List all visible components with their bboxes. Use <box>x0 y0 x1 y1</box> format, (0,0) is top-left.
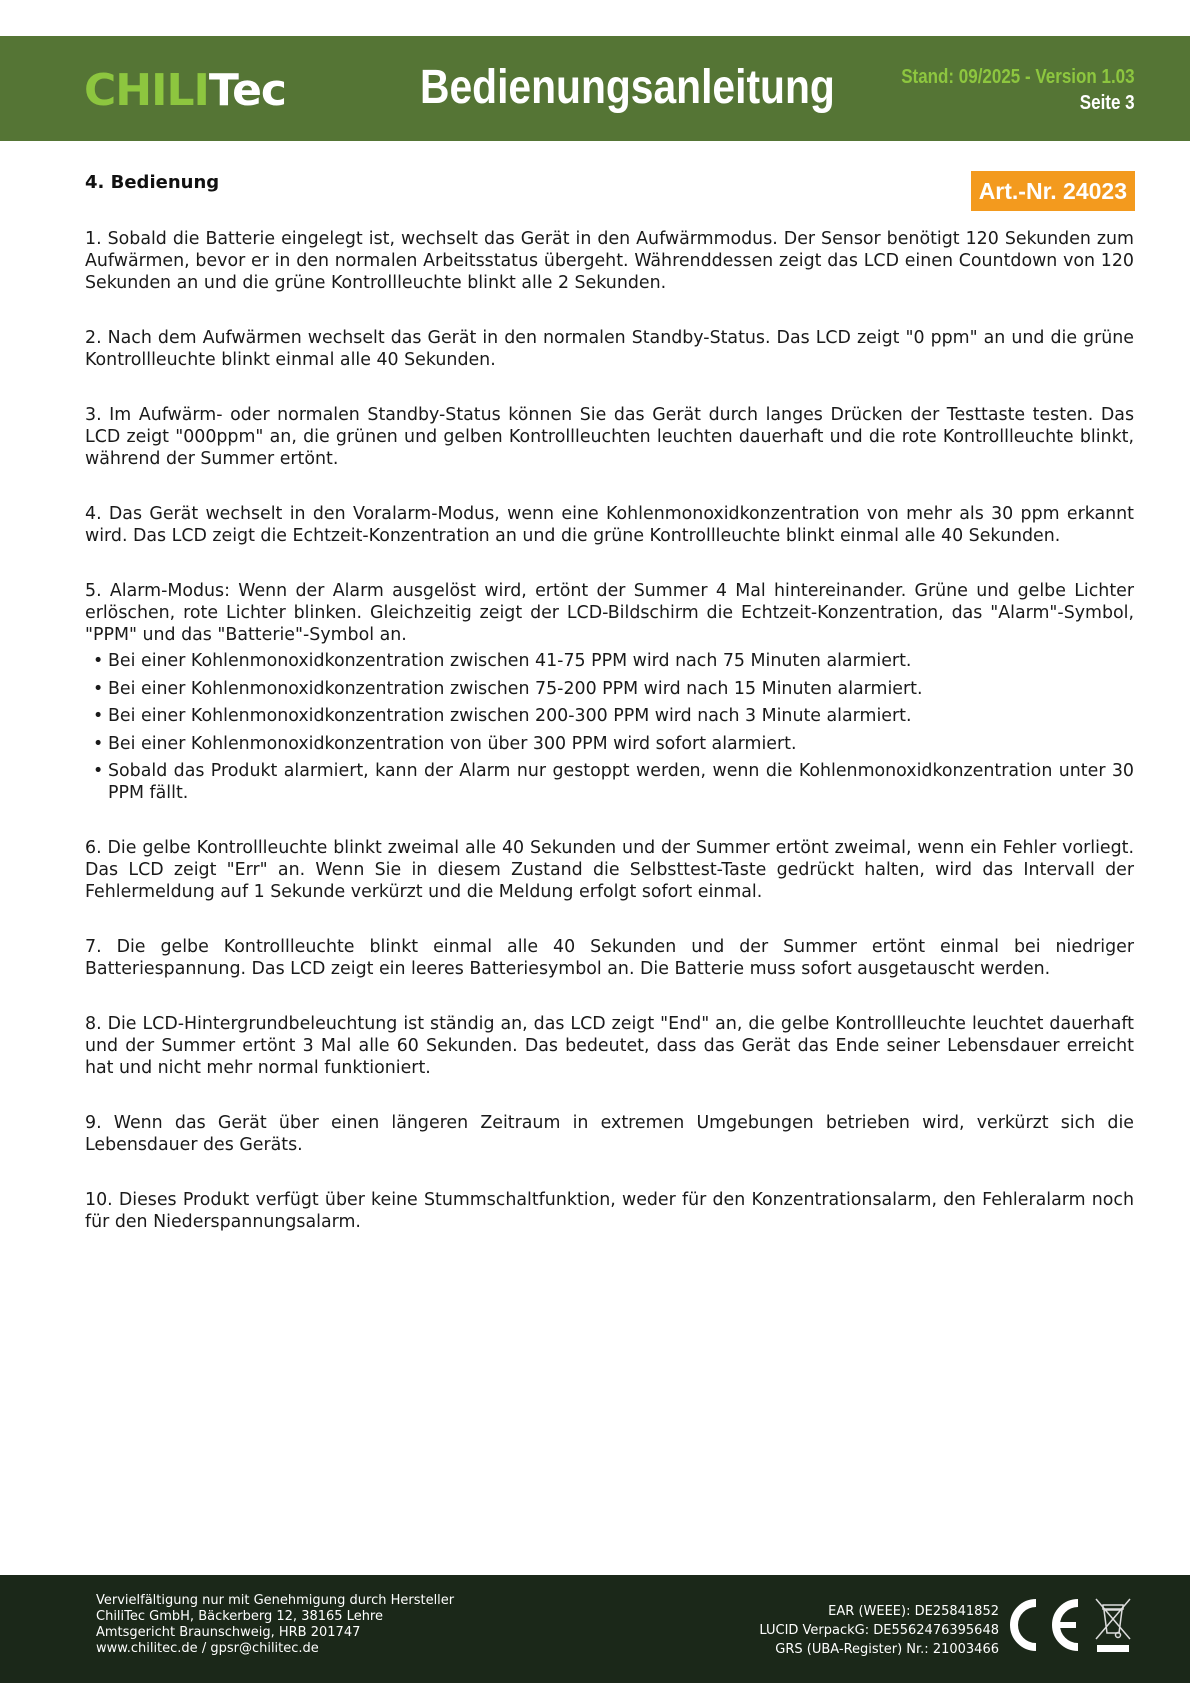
logo-part-chili: CHILI <box>84 65 209 116</box>
footer-registration-numbers <box>759 1602 999 1659</box>
instruction-paragraph-7: 7. Die gelbe Kontrollleuchte blinkt einmal alle 40 Sekunden und der Summer ertönt einmal bei niedriger Batteriespannung. Das LCD zeigt ein leeres Batteriesymbol an. Die Batterie muss sofort ausgetauscht werden. <box>85 937 1134 979</box>
article-number-badge: Art.-Nr. 24023 <box>971 171 1135 211</box>
instruction-paragraph-8: 8. Die LCD-Hintergrundbeleuchtung ist ständig an, das LCD zeigt "End" an, die gelbe Kontrollleuchte leuchtet dauerhaft und der Summer ertönt 3 Mal alle 60 Sekunden. Das bedeutet, dass das Gerät das Ende seiner Lebensdauer erreicht hat und nicht mehr normal funktioniert. <box>85 1014 1134 1078</box>
footer-ear-number: EAR (WEEE): DE25841852 <box>828 1604 999 1619</box>
ce-mark-icon <box>1006 1595 1086 1655</box>
instruction-paragraph-4: 4. Das Gerät wechselt in den Voralarm-Modus, wenn eine Kohlenmonoxidkonzentration von mehr als 30 ppm erkannt wird. Das LCD zeigt die Echtzeit-Konzentration an und die grüne Kontrollleuchte blinkt einmal alle 40 Sekunden. <box>85 504 1134 546</box>
list-item: • Bei einer Kohlenmonoxidkonzentration zwischen 41-75 PPM wird nach 75 Minuten alarmiert. <box>85 650 1134 672</box>
footer-grs-number: GRS (UBA-Register) Nr.: 21003466 <box>775 1642 999 1657</box>
instruction-paragraph-2: 2. Nach dem Aufwärmen wechselt das Gerät in den normalen Standby-Status. Das LCD zeigt "0 ppm" an und die grüne Kontrollleuchte blinkt einmal alle 40 Sekunden. <box>85 328 1134 370</box>
list-item: • Bei einer Kohlenmonoxidkonzentration zwischen 200-300 PPM wird nach 3 Minute alarmiert. <box>85 705 1134 727</box>
version-label: Stand: 09/2025 - Version 1.03 <box>901 66 1135 88</box>
document-title: Bedienungsanleitung <box>420 61 835 114</box>
footer-contact: www.chilitec.de / gpsr@chilitec.de <box>96 1641 319 1656</box>
logo-part-tec: Tec <box>208 65 286 116</box>
footer-company-info <box>96 1593 454 1657</box>
footer-register: Amtsgericht Braunschweig, HRB 201747 <box>96 1625 361 1640</box>
section-title: 4. Bedienung <box>85 172 220 193</box>
footer-bar <box>0 1575 1190 1683</box>
list-item: • Sobald das Produkt alarmiert, kann der Alarm nur gestoppt werden, wenn die Kohlenmonoxidkonzentration unter 30 PPM fällt. <box>85 760 1134 804</box>
instruction-paragraph-6: 6. Die gelbe Kontrollleuchte blinkt zweimal alle 40 Sekunden und der Summer ertönt zweimal, wenn ein Fehler vorliegt. Das LCD zeigt "Err" an. Wenn Sie in diesem Zustand die Selbsttest-Taste gedrückt halten, wird das Intervall der Fehlermeldung auf 1 Sekunde verkürzt und die Meldung erfolgt sofort einmal. <box>85 838 1134 902</box>
list-item: • Bei einer Kohlenmonoxidkonzentration zwischen 75-200 PPM wird nach 15 Minuten alarmiert. <box>85 678 1134 700</box>
list-item: • Bei einer Kohlenmonoxidkonzentration von über 300 PPM wird sofort alarmiert. <box>85 733 1134 755</box>
instruction-paragraph-1: 1. Sobald die Batterie eingelegt ist, wechselt das Gerät in den Aufwärmmodus. Der Sensor benötigt 120 Sekunden zum Aufwärmen, bevor er in den normalen Arbeitsstatus übergeht. Währenddessen zeigt das LCD einen Countdown von 120 Sekunden an und die grüne Kontrollleuchte blinkt alle 2 Sekunden. <box>85 229 1134 293</box>
instructions-body <box>85 228 1134 1266</box>
chilitec-logo <box>84 65 286 116</box>
alarm-threshold-list <box>85 650 1134 804</box>
instruction-paragraph-10: 10. Dieses Produkt verfügt über keine Stummschaltfunktion, weder für den Konzentrationsalarm, den Fehleralarm noch für den Niederspannungsalarm. <box>85 1190 1134 1232</box>
weee-bin-icon <box>1093 1595 1133 1655</box>
header-bar <box>0 36 1190 141</box>
footer-copyright-note: Vervielfältigung nur mit Genehmigung durch Hersteller <box>96 1593 455 1608</box>
document-meta <box>902 64 1135 116</box>
instruction-paragraph-9: 9. Wenn das Gerät über einen längeren Zeitraum in extremen Umgebungen betrieben wird, verkürzt sich die Lebensdauer des Geräts. <box>85 1113 1134 1155</box>
instruction-paragraph-3: 3. Im Aufwärm- oder normalen Standby-Status können Sie das Gerät durch langes Drücken der Testtaste testen. Das LCD zeigt "000ppm" an, die grünen und gelben Kontrollleuchten leuchten dauerhaft und die rote Kontrollleuchte blinkt, während der Summer ertönt. <box>85 405 1134 469</box>
footer-address: ChiliTec GmbH, Bäckerberg 12, 38165 Lehre <box>96 1609 383 1624</box>
instruction-paragraph-5: 5. Alarm-Modus: Wenn der Alarm ausgelöst wird, ertönt der Summer 4 Mal hintereinander. Grüne und gelbe Lichter erlöschen, rote Lichter blinken. Gleichzeitig zeigt der LCD-Bildschirm die Echtzeit-Konzentration, das "Alarm"-Symbol, "PPM" und das "Batterie"-Symbol an. <box>85 581 1134 645</box>
footer-lucid-number: LUCID VerpackG: DE5562476395648 <box>759 1623 999 1638</box>
page-number: Seite 3 <box>1080 92 1135 114</box>
instruction-paragraph-5-block <box>85 580 1134 804</box>
